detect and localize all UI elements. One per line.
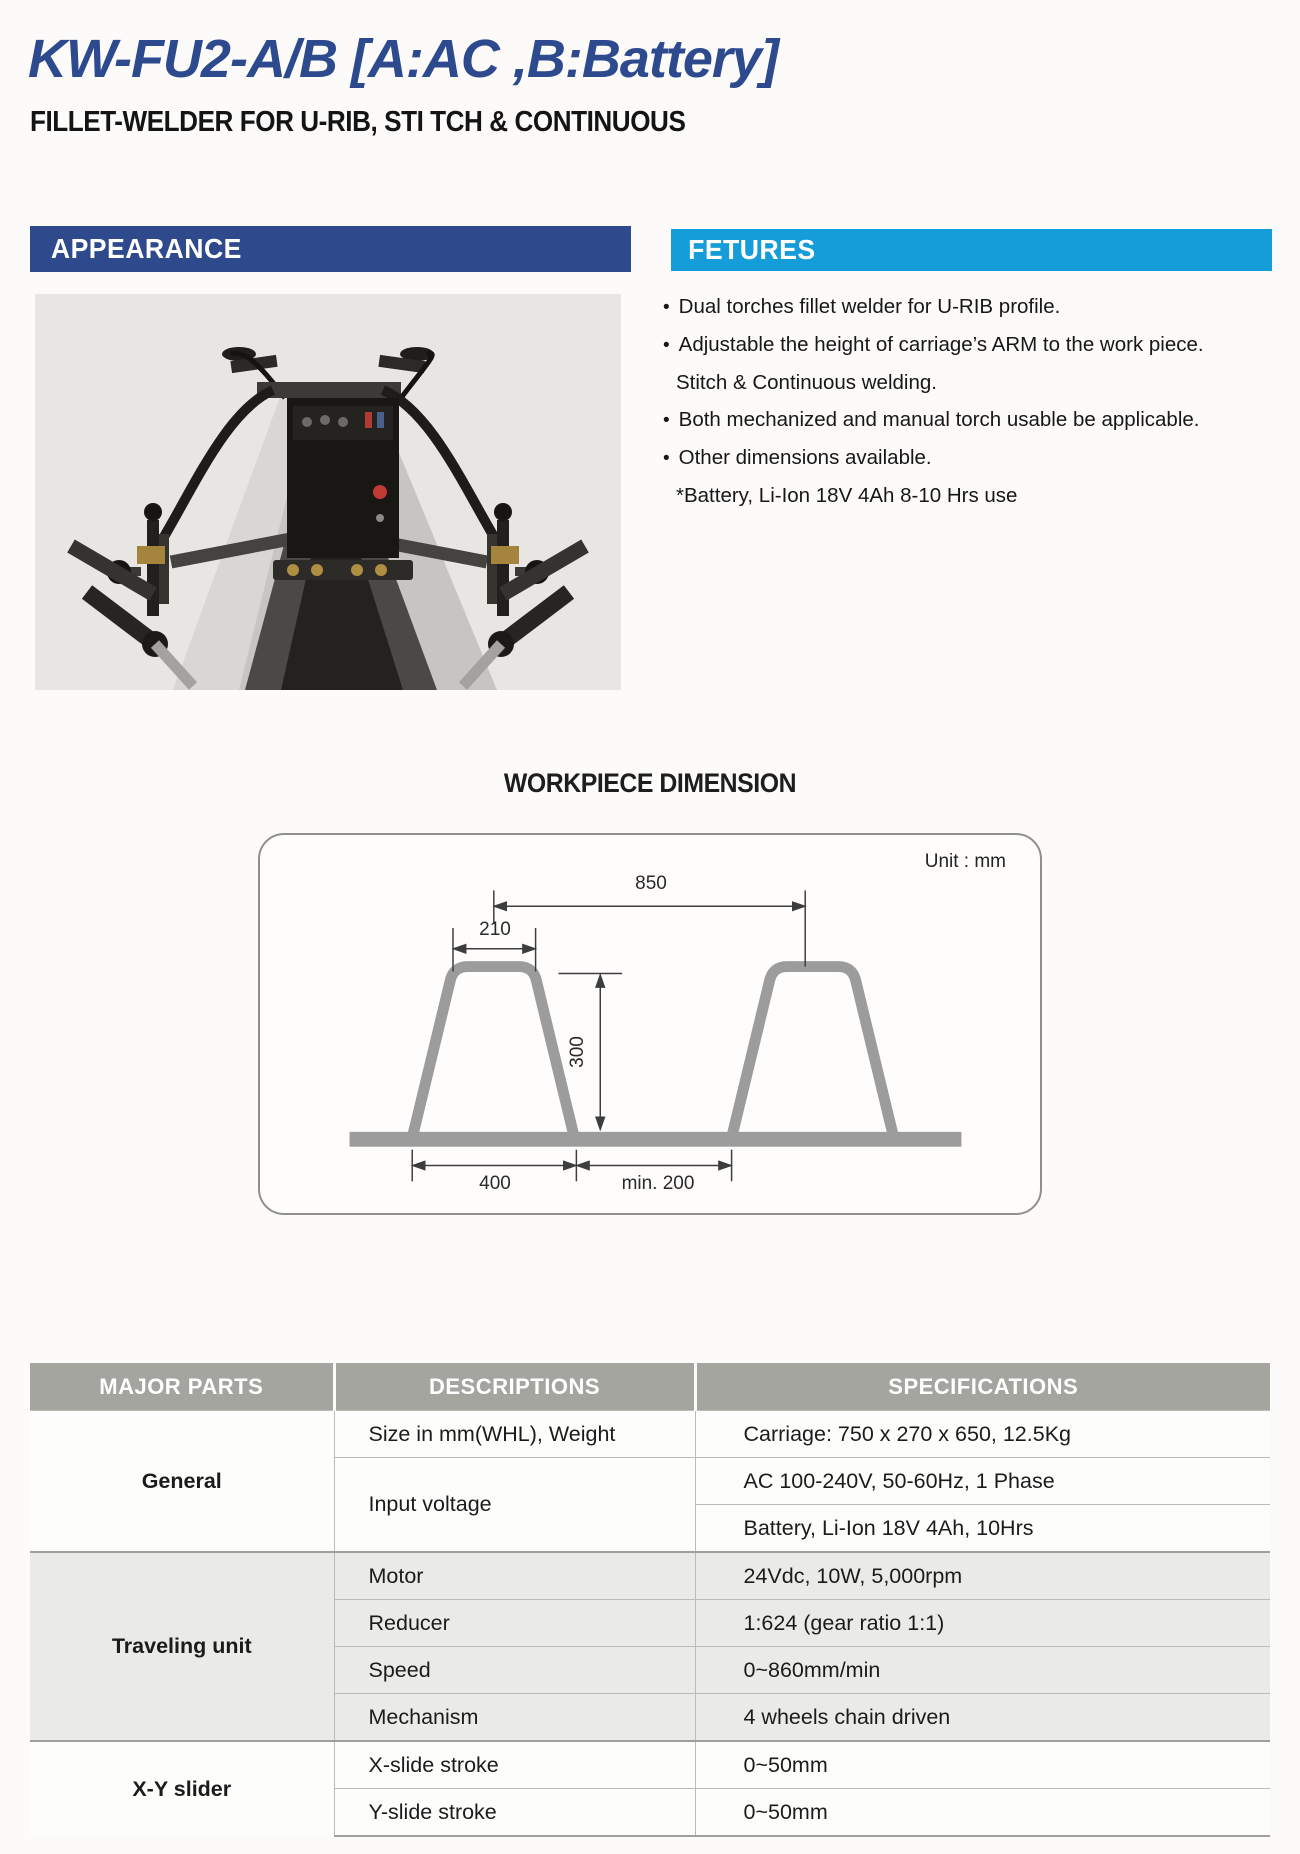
panel-knob — [338, 417, 348, 427]
slide-post-left — [147, 520, 159, 616]
feature-item: • Both mechanized and manual torch usable be applicable. — [663, 401, 1263, 439]
table-row — [30, 1411, 1270, 1458]
table-header-major-parts: MAJOR PARTS — [30, 1363, 334, 1411]
spec-cell-motor: 24Vdc, 10W, 5,000rpm — [695, 1552, 1270, 1600]
panel-switch — [365, 412, 372, 428]
desc-cell-reducer: Reducer — [334, 1600, 695, 1647]
welder-illustration — [35, 294, 621, 690]
table-header-descriptions: DESCRIPTIONS — [334, 1363, 695, 1411]
feature-item: • Adjustable the height of carriage’s ARM to the work piece. — [663, 326, 1263, 364]
features-section-header — [671, 229, 1272, 271]
feature-item-continued: Stitch & Continuous welding. — [676, 371, 937, 394]
spec-cell-speed: 0~860mm/min — [695, 1647, 1270, 1694]
torch-handle-left — [87, 592, 153, 642]
table-header-row — [30, 1363, 1270, 1411]
appearance-section-label: APPEARANCE — [50, 233, 242, 264]
table-row — [30, 1552, 1270, 1600]
desc-cell-mechanism: Mechanism — [334, 1694, 695, 1742]
table-header-specifications: SPECIFICATIONS — [695, 1363, 1270, 1411]
dim-400-label: 400 — [479, 1173, 511, 1194]
dim-850-label: 850 — [635, 873, 667, 894]
product-photo — [35, 294, 621, 690]
spec-cell-size: Carriage: 750 x 270 x 650, 12.5Kg — [695, 1411, 1270, 1458]
part-cell-general: General — [30, 1411, 334, 1553]
base-plate — [350, 1132, 962, 1147]
spec-cell-x-slide: 0~50mm — [695, 1741, 1270, 1789]
slide-plate-left — [159, 534, 169, 604]
desc-cell-motor: Motor — [334, 1552, 695, 1600]
part-cell-traveling-unit: Traveling unit — [30, 1552, 334, 1741]
product-title: KW-FU2-A/B [A:AC ,B:Battery] — [28, 29, 778, 89]
connector — [351, 564, 363, 576]
rib-profile-right — [732, 967, 894, 1138]
part-cell-xy-slider: X-Y slider — [30, 1741, 334, 1836]
appearance-section-header — [30, 226, 631, 272]
feature-item-note: *Battery, Li-Ion 18V 4Ah 8-10 Hrs use — [676, 484, 1018, 507]
connector — [375, 564, 387, 576]
connector — [287, 564, 299, 576]
dim-210-label: 210 — [479, 919, 511, 940]
toggle-switch — [376, 514, 384, 522]
desc-cell-speed: Speed — [334, 1647, 695, 1694]
rib-profile-left — [412, 967, 574, 1138]
desc-cell-size: Size in mm(WHL), Weight — [334, 1411, 695, 1458]
desc-cell-input-voltage: Input voltage — [334, 1458, 695, 1553]
slide-plate-right — [487, 534, 497, 604]
slide-post-right — [497, 520, 509, 616]
table-row — [30, 1741, 1270, 1789]
panel-switch — [377, 412, 384, 428]
dim-300-label: 300 — [567, 1036, 588, 1068]
product-subtitle: FILLET-WELDER FOR U-RIB, STI TCH & CONTINUOUS — [30, 106, 686, 138]
slide-block-left — [137, 546, 165, 564]
spec-table — [30, 1363, 1270, 1837]
unit-label: Unit : mm — [924, 851, 1006, 872]
panel-knob — [320, 415, 330, 425]
feature-item: • Dual torches fillet welder for U-RIB profile. — [663, 288, 1263, 326]
spec-cell-battery: Battery, Li-Ion 18V 4Ah, 10Hrs — [695, 1505, 1270, 1553]
connector — [311, 564, 323, 576]
feature-item: • Other dimensions available. — [663, 439, 1263, 477]
spec-cell-y-slide: 0~50mm — [695, 1789, 1270, 1837]
desc-cell-x-slide: X-slide stroke — [334, 1741, 695, 1789]
spec-cell-ac-voltage: AC 100-240V, 50-60Hz, 1 Phase — [695, 1458, 1270, 1505]
desc-cell-y-slide: Y-slide stroke — [334, 1789, 695, 1837]
workpiece-diagram — [258, 833, 1042, 1215]
carriage-top-plate — [257, 382, 401, 398]
power-button — [373, 485, 387, 499]
slide-block-right — [491, 546, 519, 564]
panel-knob — [302, 417, 312, 427]
top-knob-right — [494, 503, 512, 521]
torch-handle-right — [503, 592, 569, 642]
features-list — [663, 288, 1263, 514]
features-section-label: FETURES — [688, 234, 816, 265]
workpiece-dimension-title: WORKPIECE DIMENSION — [503, 768, 797, 798]
dim-min200-label: min. 200 — [621, 1173, 695, 1194]
spec-cell-reducer: 1:624 (gear ratio 1:1) — [695, 1600, 1270, 1647]
spec-cell-mechanism: 4 wheels chain driven — [695, 1694, 1270, 1742]
top-knob-left — [144, 503, 162, 521]
